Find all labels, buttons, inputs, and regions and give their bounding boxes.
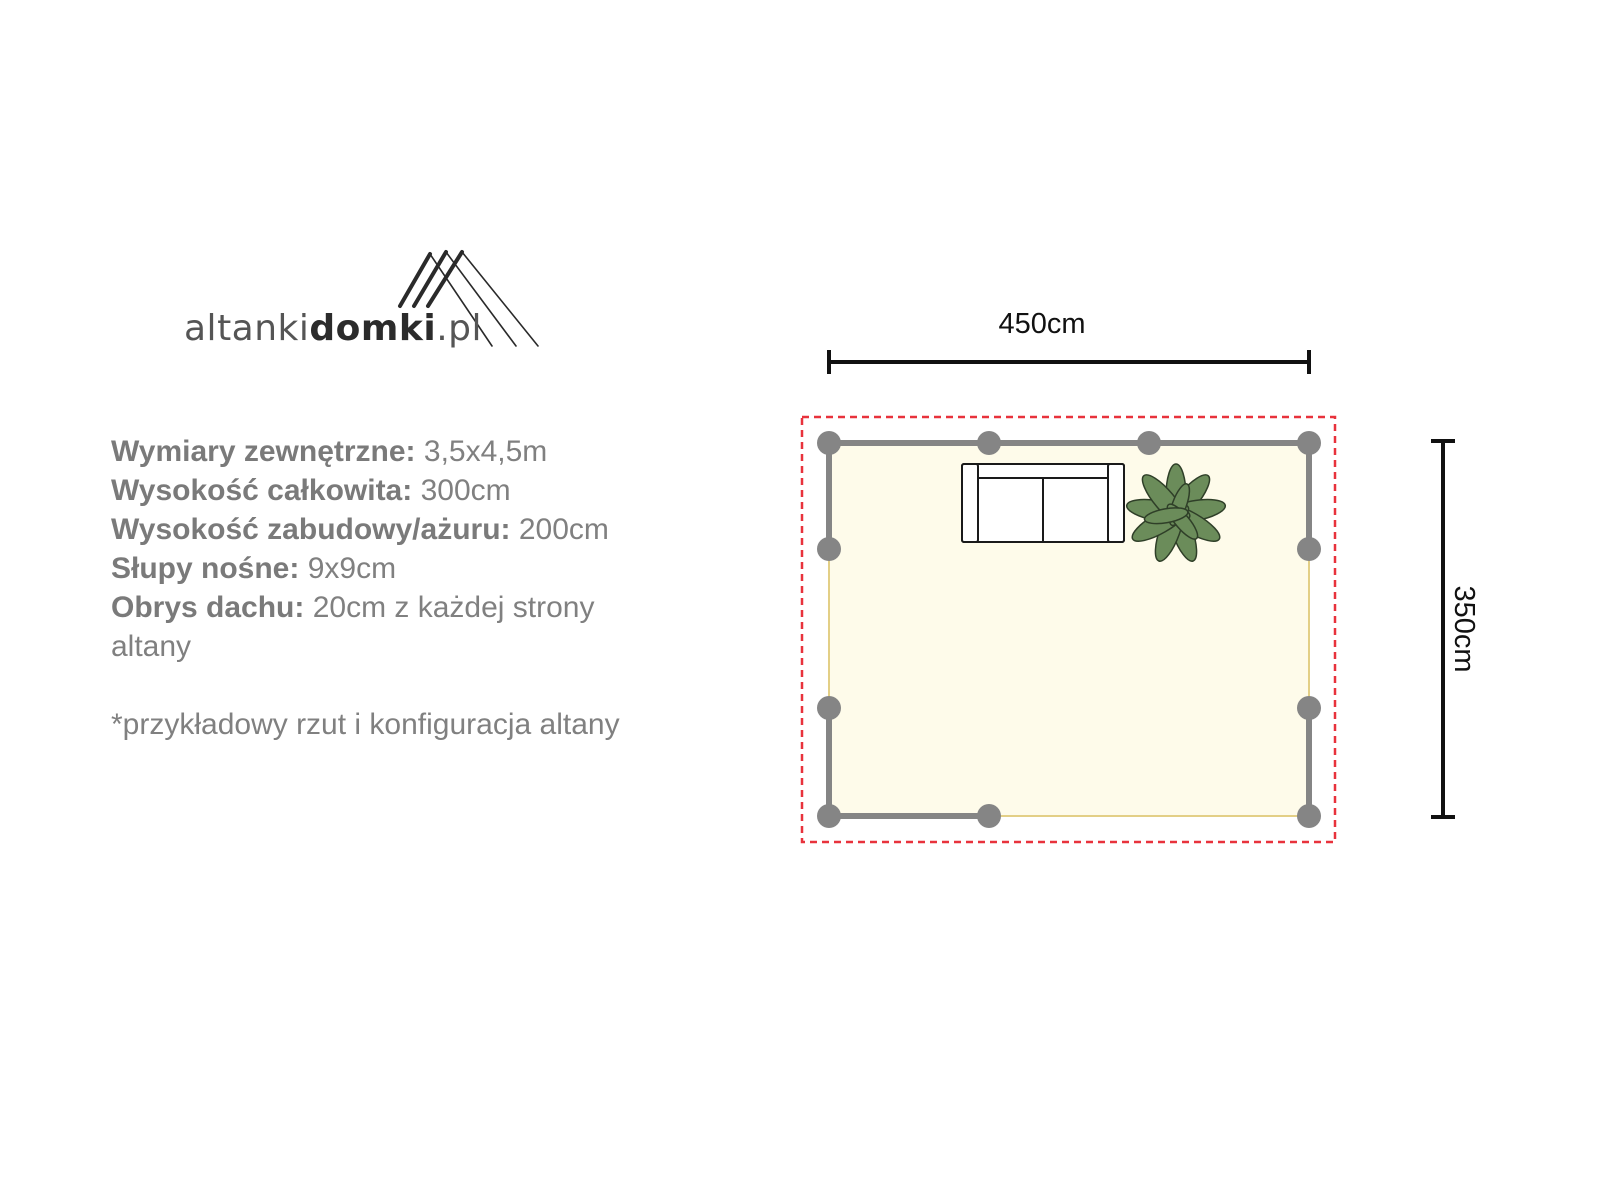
post (1297, 696, 1321, 720)
spec-label: Obrys dachu: (111, 591, 305, 624)
spec-label: Wymiary zewnętrzne: (111, 435, 416, 468)
spec-label: Słupy nośne: (111, 552, 300, 585)
spec-value: 300cm (420, 474, 511, 507)
brand-name-light: altanki (184, 308, 310, 349)
post (977, 431, 1001, 455)
post (977, 804, 1001, 828)
post (1297, 537, 1321, 561)
spec-value: 200cm (518, 513, 609, 546)
width-label: 450cm (998, 308, 1086, 340)
height-label: 350cm (1448, 585, 1480, 673)
post (817, 804, 841, 828)
sofa-icon (962, 464, 1124, 542)
brand-name-suffix: .pl (436, 308, 482, 349)
spec-label: Wysokość całkowita: (111, 474, 413, 507)
spec-value: 9x9cm (307, 552, 397, 585)
width-dimension (829, 350, 1309, 374)
post (1297, 431, 1321, 455)
post (1297, 804, 1321, 828)
post (817, 537, 841, 561)
spec-note: *przykładowy rzut i konfiguracja altany (111, 708, 620, 741)
post (1137, 431, 1161, 455)
post (817, 696, 841, 720)
spec-value: 3,5x4,5m (423, 435, 548, 468)
spec-value: 20cm z każdej strony altany (111, 591, 595, 663)
brand-name-bold: domki (309, 308, 437, 349)
spec-label: Wysokość zabudowy/ażuru: (111, 513, 511, 546)
post (817, 431, 841, 455)
